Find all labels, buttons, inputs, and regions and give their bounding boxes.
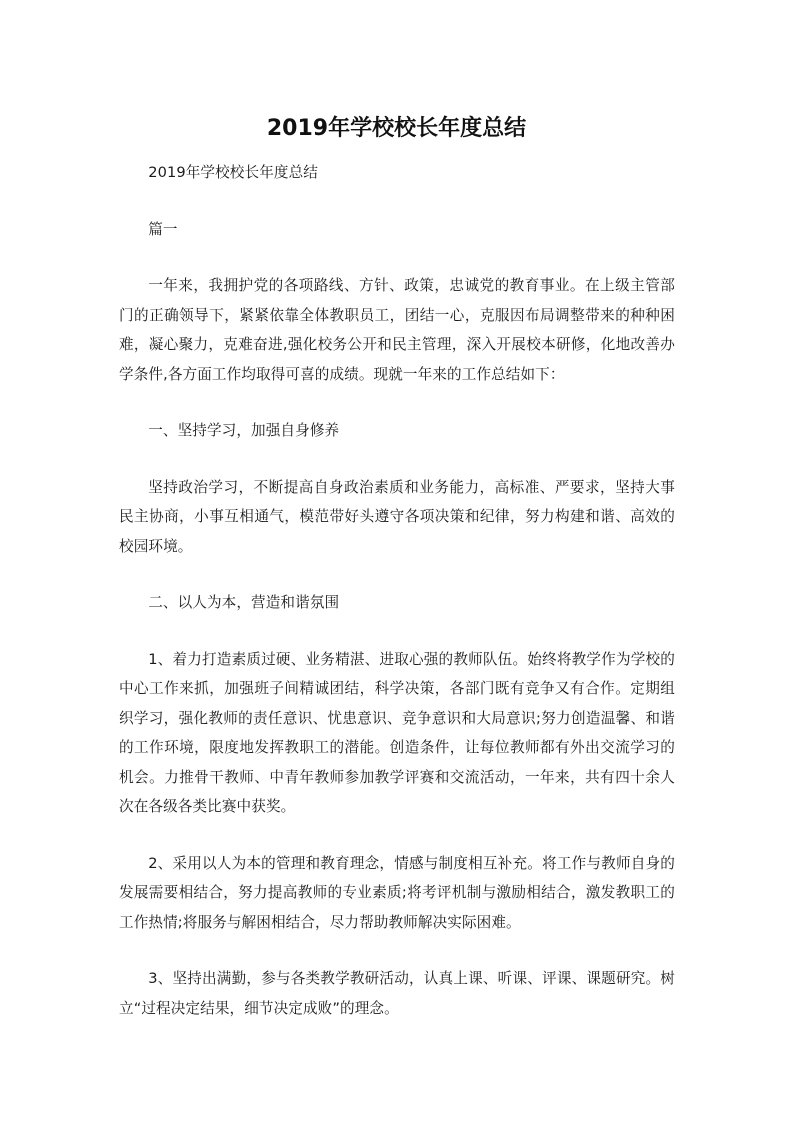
section-2-item-2: 2、采用以人为本的管理和教育理念，情感与制度相互补充。将工作与教师自身的发展需要相结合，努力提高教师的专业素质;将考评机制与激励相结合，激发教职工的工作热情;将服务与解困相结合，尽力帮助教师解决实际困难。: [119, 854, 675, 931]
intro-paragraph: 一年来，我拥护党的各项路线、方针、政策，忠诚党的教育事业。在上级主管部门的正确领导下，紧紧依靠全体教职员工，团结一心，克服因布局调整带来的种种困难，凝心聚力，克难奋进,强化校务公开和民主管理，深入开展校本研修，化地改善办学条件,各方面工作均取得可喜的成绩。现就一年来的工作总结如下：: [119, 277, 675, 383]
section-2-item-3: 3、坚持出满勤，参与各类教学教研活动，认真上课、听课、评课、课题研究。树立“过程决定结果，细节决定成败”的理念。: [119, 970, 675, 1017]
part-label: 篇一: [148, 220, 178, 238]
section-1-paragraph: 坚持政治学习，不断提高自身政治素质和业务能力，高标准、严要求，坚持大事民主协商，小事互相通气，模范带好头遵守各项决策和纪律，努力构建和谐、高效的校园环境。: [119, 478, 675, 555]
subtitle-paragraph: 2019年学校校长年度总结: [148, 164, 318, 181]
section-heading-2: 二、以人为本，营造和谐氛围: [148, 594, 340, 611]
document-title: 2019年学校校长年度总结: [266, 116, 527, 141]
document-body: [119, 158, 675, 1050]
section-2-item-1: 1、着力打造素质过硬、业务精湛、进取心强的教师队伍。始终将教学作为学校的中心工作来抓，加强班子间精诚团结，科学决策，各部门既有竞争又有合作。定期组织学习，强化教师的责任意识、忧患意识、竞争意识和大局意识;努力创造温馨、和谐的工作环境，限度地发挥教职工的潜能。创造条件，让每位教师都有外出交流学习的机会。力推骨干教师、中青年教师参加教学评赛和交流活动，一年来，共有四十余人次在各级各类比赛中获奖。: [119, 650, 675, 815]
section-heading-1: 一、坚持学习，加强自身修养: [148, 422, 340, 439]
